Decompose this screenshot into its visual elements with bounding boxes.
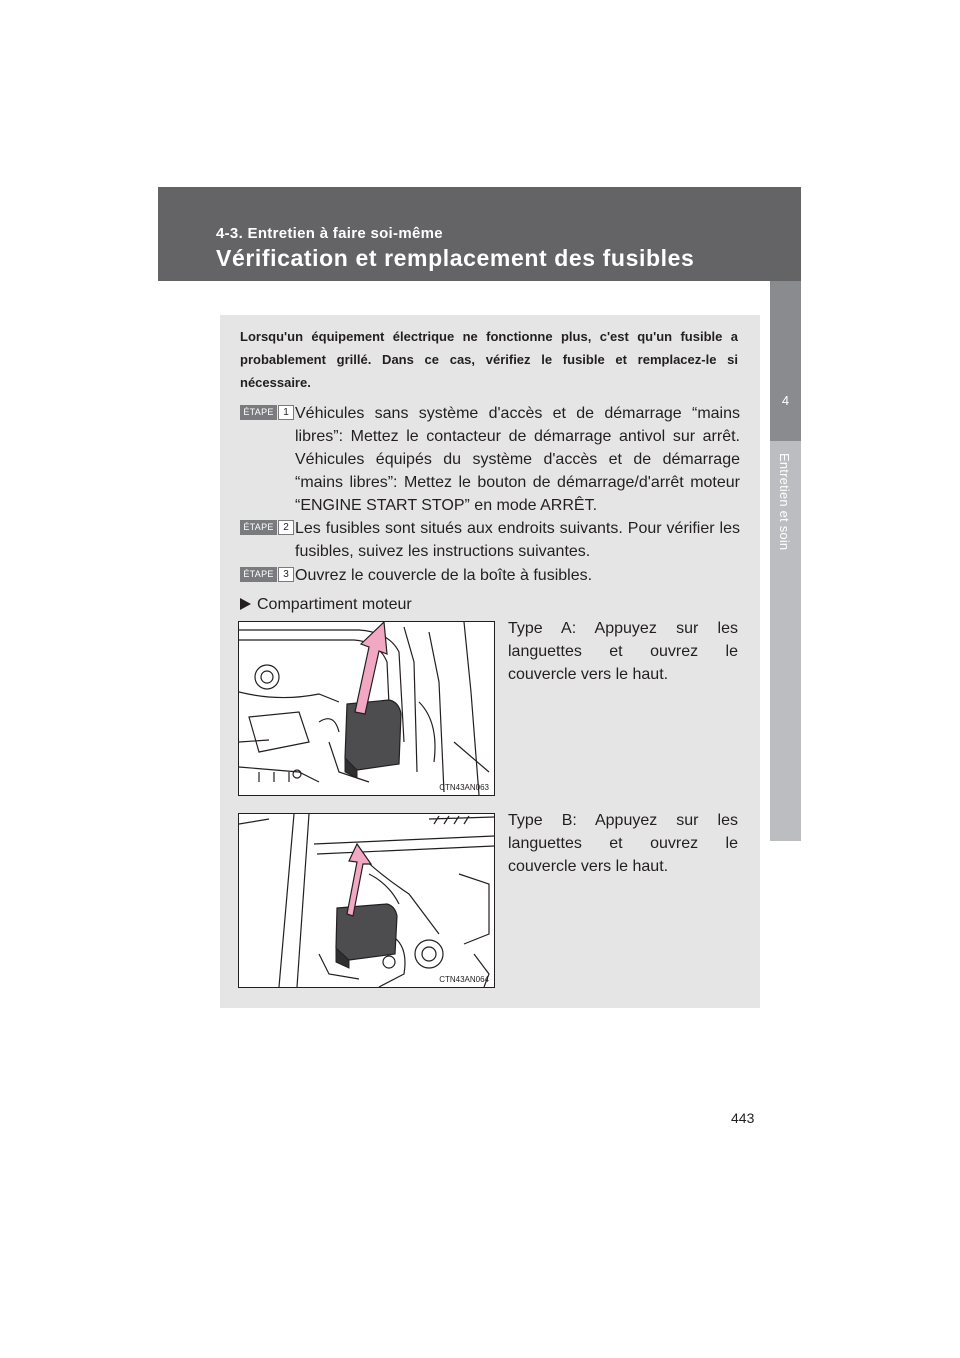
figure-caption-a: Type A: Appuyez sur les languettes et ouvrez le couvercle vers le haut. [508,620,738,683]
triangle-bullet-icon [240,598,251,610]
page-header [158,187,801,281]
page-number: 443 [731,1110,755,1126]
step-badge [240,520,293,535]
step-number: 1 [278,405,294,420]
engine-illustration-a [239,622,494,795]
step-number: 2 [278,520,294,535]
step-1 [240,402,740,517]
figure-engine-fuse-box-type-a [238,621,495,796]
figure-engine-fuse-box-type-b [238,813,495,988]
step-label: ÉTAPE [240,405,277,420]
chapter-tab [770,281,801,841]
figure-code: CTN43AN063 [439,783,489,792]
subheading [240,596,412,614]
step-label: ÉTAPE [240,520,277,535]
section-label: 4-3. Entretien à faire soi-même [216,225,443,242]
figure-caption-b: Type B: Appuyez sur les languettes et ouvrez le couvercle vers le haut. [508,812,738,875]
step-2 [240,517,740,563]
step-number: 3 [278,567,294,582]
step-text: Ouvrez le couvercle de la boîte à fusibles. [295,567,593,584]
chapter-label: Entretien et soin [777,453,792,551]
step-badge [240,405,293,420]
step-text: Véhicules sans système d'accès et de démarrage “mains libres”: Mettez le contacteur de démarrage antivol sur arrêt. Véhicules équipés du système d'accès et de démarrage “mains libres”: Mettez le bouton de démarrage/d'arrêt moteur “ENGINE START STOP” en mode ARRÊT. [295,405,740,514]
content-panel [220,315,760,1008]
step-label: ÉTAPE [240,567,277,582]
engine-illustration-b [239,814,494,987]
step-text: Les fusibles sont situés aux endroits suivants. Pour vérifier les fusibles, suivez les instructions suivantes. [295,520,740,560]
figure-code: CTN43AN064 [439,975,489,984]
subheading-text: Compartiment moteur [257,596,412,613]
step-3 [240,564,740,587]
intro-text: Lorsqu'un équipement électrique ne fonctionne plus, c'est qu'un fusible a probablement grillé. Dans ce cas, vérifiez le fusible et remplacez-le si nécessaire. [240,329,738,390]
step-badge [240,567,293,582]
page-title: Vérification et remplacement des fusibles [216,245,695,271]
chapter-number-box [770,281,801,441]
chapter-number: 4 [781,393,790,408]
